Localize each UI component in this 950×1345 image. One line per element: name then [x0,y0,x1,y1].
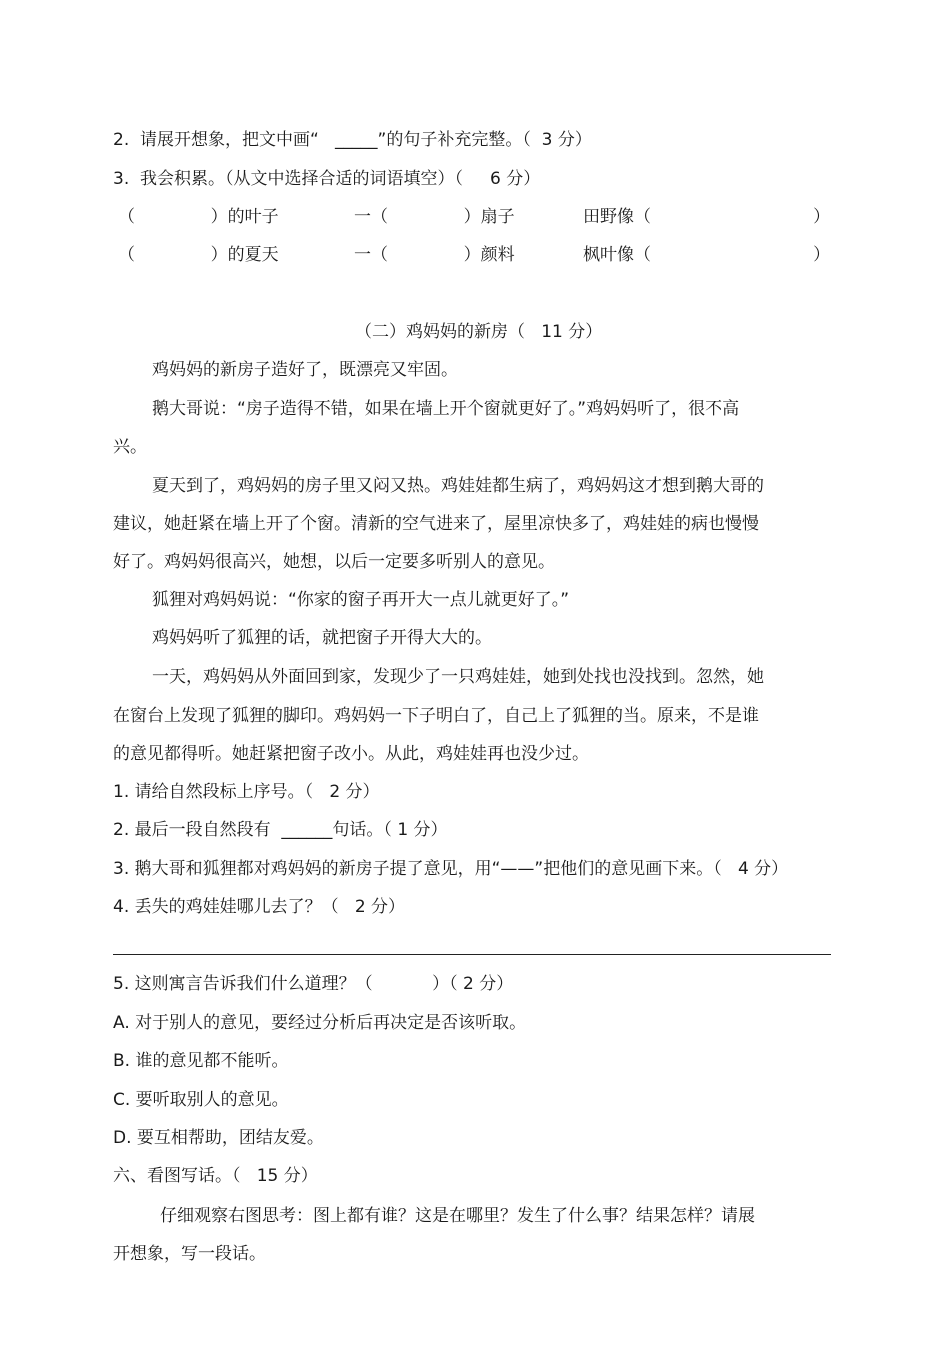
story-line: 兴。 [113,437,147,457]
option-c: C. 要听取别人的意见。 [113,1090,289,1110]
story-line: 鹅大哥说：“房子造得不错，如果在墙上开个窗就更好了。”鸡妈妈听了，很不高 [152,399,740,419]
story-line: 建议，她赶紧在墙上开了个窗。清新的空气进来了，屋里凉快多了，鸡娃娃的病也慢慢 [113,514,759,534]
fill-blank-6: 枫叶像（ ） [583,245,831,265]
answer-line [113,954,831,955]
section-title: （二）鸡妈妈的新房（ 11 分） [355,322,603,342]
fill-blank-1: （ ）的叶子 [118,207,279,227]
story-line: 夏天到了，鸡妈妈的房子里又闷又热。鸡娃娃都生病了，鸡妈妈这才想到鹅大哥的 [152,476,764,496]
story-question: 4. 丢失的鸡娃娃哪儿去了？（ 2 分） [113,897,406,917]
story-question: 2. 最后一段自然段有 ______句话。（ 1 分） [113,820,448,840]
fill-blank-3: 田野像（ ） [583,207,831,227]
question-5: 5. 这则寓言告诉我们什么道理？（ ）（ 2 分） [113,974,514,994]
fill-blank-2: 一（ ）扇子 [354,207,515,227]
story-line: 在窗台上发现了狐狸的脚印。鸡妈妈一下子明白了，自己上了狐狸的当。原来，不是谁 [113,706,759,726]
story-question: 1. 请给自然段标上序号。（ 2 分） [113,782,380,802]
section-6-title: 六、看图写话。（ 15 分） [113,1166,318,1186]
story-line: 鸡妈妈听了狐狸的话，就把窗子开得大大的。 [152,628,492,648]
story-line: 狐狸对鸡妈妈说：“你家的窗子再开大一点儿就更好了。” [152,590,570,610]
story-line: 的意见都得听。她赶紧把窗子改小。从此，鸡娃娃再也没少过。 [113,744,589,764]
option-b: B. 谁的意见都不能听。 [113,1051,289,1071]
question-2: 2. 请展开想象，把文中画“ _____”的句子补充完整。（ 3 分） [113,130,592,150]
option-d: D. 要互相帮助，团结友爱。 [113,1128,324,1148]
writing-prompt: 仔细观察右图思考：图上都有谁？这是在哪里？发生了什么事？结果怎样？请展 [160,1206,755,1226]
writing-prompt: 开想象，写一段话。 [113,1244,266,1264]
story-line: 一天，鸡妈妈从外面回到家，发现少了一只鸡娃娃，她到处找也没找到。忽然，她 [152,667,764,687]
fill-blank-5: 一（ ）颜料 [354,245,515,265]
story-line: 好了。鸡妈妈很高兴，她想，以后一定要多听别人的意见。 [113,552,555,572]
option-a: A. 对于别人的意见，要经过分析后再决定是否该听取。 [113,1013,527,1033]
question-3: 3. 我会积累。（从文中选择合适的词语填空）（ 6 分） [113,169,541,189]
story-line: 鸡妈妈的新房子造好了，既漂亮又牢固。 [152,360,458,380]
fill-blank-4: （ ）的夏天 [118,245,279,265]
story-question: 3. 鹅大哥和狐狸都对鸡妈妈的新房子提了意见，用“——”把他们的意见画下来。（ 4 分） [113,859,789,879]
